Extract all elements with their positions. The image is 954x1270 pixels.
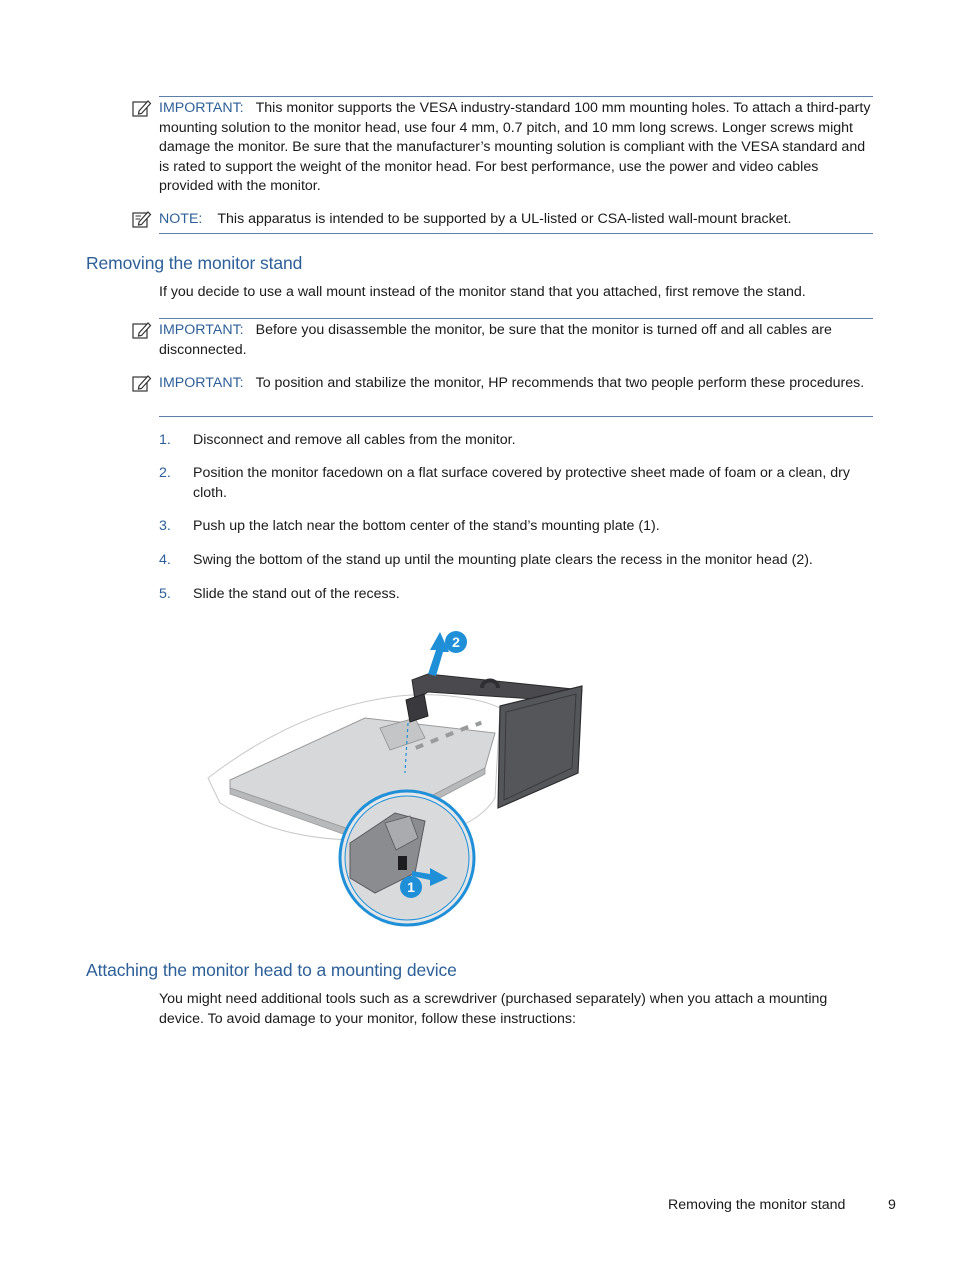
important-notice-vesa (159, 99, 875, 197)
step-number: 3. (159, 518, 171, 534)
notice-body: This apparatus is intended to be supported by a UL-listed or CSA-listed wall-mount bracket. (217, 211, 792, 227)
step-text: Push up the latch near the bottom center of the stand’s mounting plate (1). (193, 518, 660, 534)
step-text: Position the monitor facedown on a flat surface covered by protective sheet made of foam or a clean, dry cloth. (193, 465, 850, 501)
callout-number: 2 (452, 634, 460, 650)
section-heading-removing-stand: Removing the monitor stand (86, 253, 303, 273)
notice-label: IMPORTANT: (159, 322, 244, 338)
notice-body: Before you disassemble the monitor, be sure that the monitor is turned off and all cables are disconnected. (159, 322, 832, 358)
stand-base (498, 686, 582, 808)
step-number: 5. (159, 586, 171, 602)
section-intro: You might need additional tools such as a screwdriver (purchased separately) when you attach a mounting device. To avoid damage to your monitor, follow these instructions: (159, 991, 828, 1027)
step-text: Disconnect and remove all cables from the monitor. (193, 432, 516, 448)
section-heading-attaching-head: Attaching the monitor head to a mounting device (86, 960, 457, 980)
section-intro: If you decide to use a wall mount instead of the monitor stand that you attached, first remove the stand. (159, 284, 806, 300)
step-number: 1. (159, 432, 171, 448)
notice-pencil-icon (132, 321, 152, 339)
notice-top-rule (159, 318, 873, 319)
notice-pencil-icon (132, 210, 152, 228)
callout-badge-1 (400, 876, 422, 898)
notice-pencil-icon (132, 99, 152, 117)
notice-top-rule (159, 96, 873, 97)
step-number: 2. (159, 465, 171, 481)
footer-section-title: Removing the monitor stand (668, 1197, 846, 1213)
step-text: Slide the stand out of the recess. (193, 586, 400, 602)
notice-bottom-rule (159, 416, 873, 417)
notice-pencil-icon (132, 374, 152, 392)
notice-body: This monitor supports the VESA industry-standard 100 mm mounting holes. To attach a third-party mounting solution to the monitor head, use four 4 mm, 0.7 pitch, and 10 mm long screws. Longer screws might damage the monitor. Be sure that the manufacturer’s mounting solution is compliant with the VESA standard and is rated to support the weight of the monitor head. For best performance, use the power and video cables provided with the monitor. (159, 100, 871, 194)
callout-badge-2 (445, 631, 467, 653)
step-text: Swing the bottom of the stand up until the mounting plate clears the recess in the monitor head (2). (193, 552, 813, 568)
important-notice-disassemble (159, 321, 875, 360)
callout-number: 1 (407, 879, 415, 895)
note-notice-wall-mount (159, 210, 875, 230)
notice-bottom-rule (159, 233, 873, 234)
notice-label: IMPORTANT: (159, 375, 244, 391)
step-number: 4. (159, 552, 171, 568)
important-notice-two-people (159, 374, 875, 394)
notice-label: NOTE: (159, 211, 203, 227)
notice-label: IMPORTANT: (159, 100, 244, 116)
page-number: 9 (888, 1197, 896, 1213)
notice-body: To position and stabilize the monitor, HP recommends that two people perform these procedures. (255, 375, 865, 391)
